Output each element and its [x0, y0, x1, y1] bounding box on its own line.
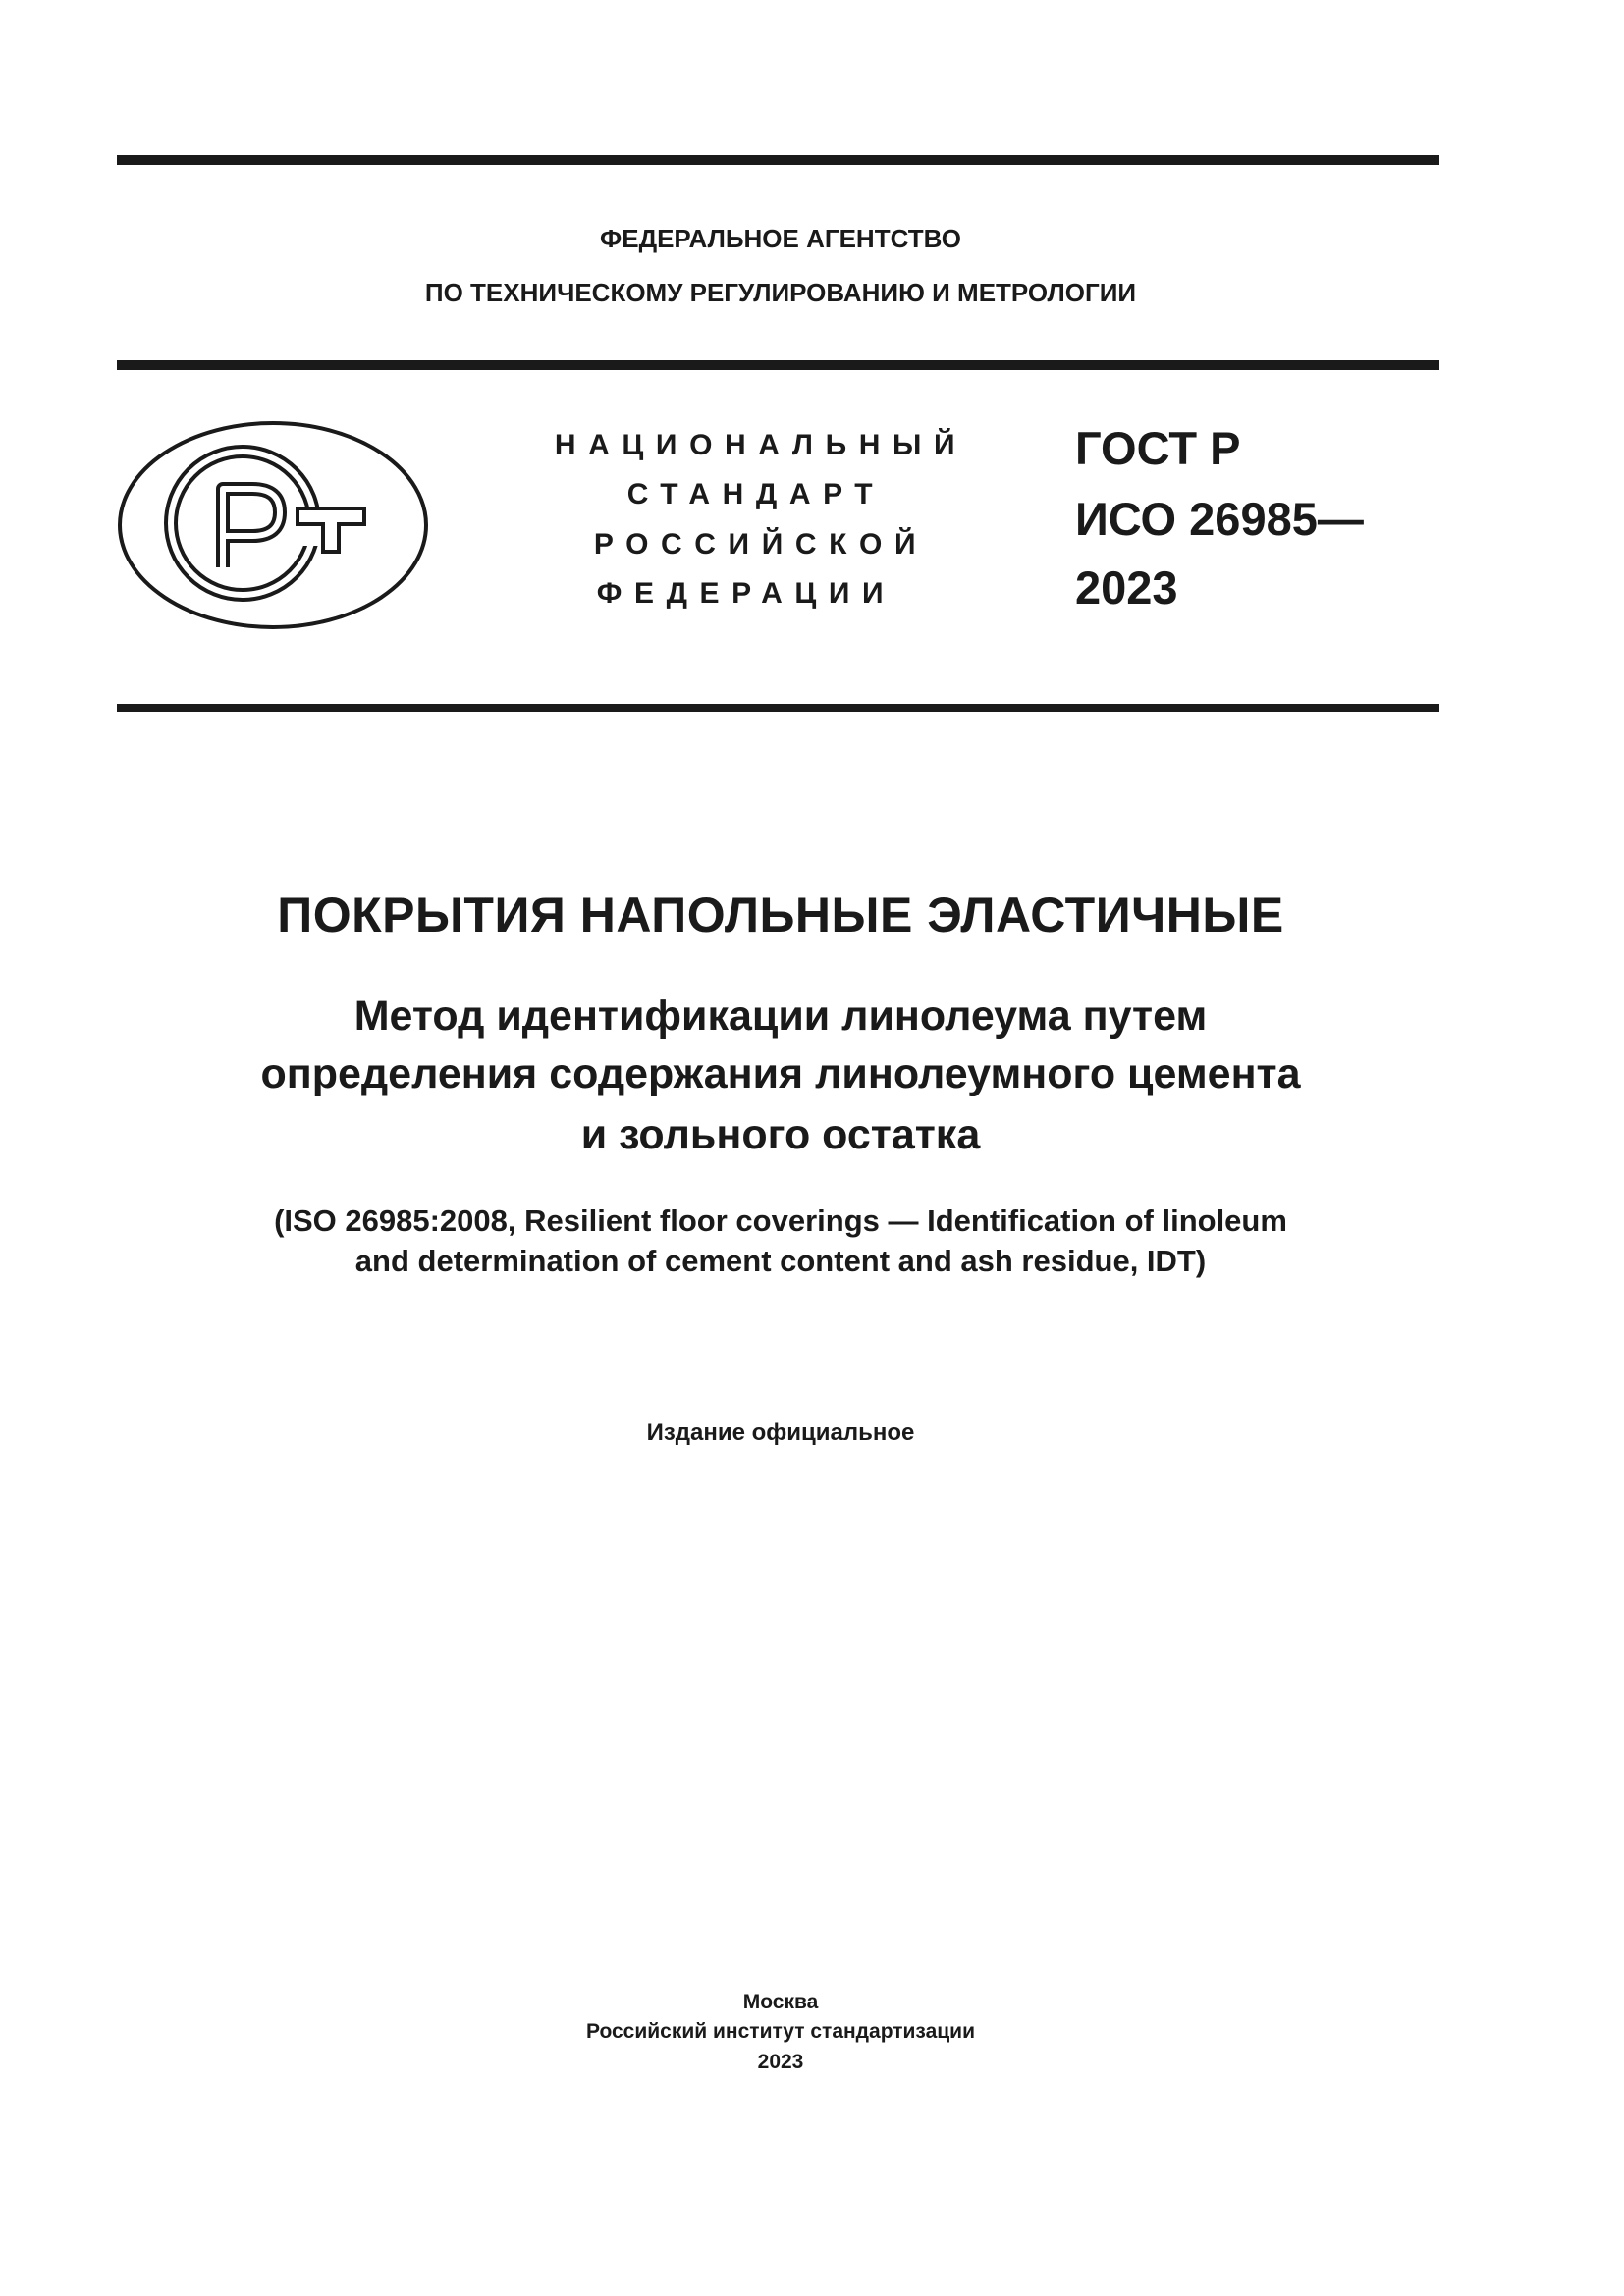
subtitle-line-1: Метод идентификации линолеума путем	[353, 992, 1208, 1040]
rst-logo-icon	[117, 420, 429, 630]
header-bottom-rule	[117, 704, 1439, 712]
designation-line-2: ИСО 26985—	[1075, 493, 1364, 545]
standard-label-line-3: РОССИЙСКОЙ	[593, 528, 929, 561]
standard-label-line-4: ФЕДЕРАЦИИ	[596, 577, 896, 610]
imprint-publisher: Российский институт стандартизации	[585, 2020, 976, 2043]
subtitle-line-2: определения содержания линолеумного цемента	[260, 1050, 1301, 1097]
agency-name-line-2: ПО ТЕХНИЧЕСКОМУ РЕГУЛИРОВАНИЮ И МЕТРОЛОГИИ	[424, 278, 1137, 307]
top-rule	[117, 155, 1439, 165]
imprint-city: Москва	[742, 1991, 819, 2013]
edition-label: Издание официальное	[646, 1419, 915, 1446]
header-rule	[117, 360, 1439, 370]
standard-label-line-2: СТАНДАРТ	[626, 478, 886, 510]
subtitle-line-3: и зольного остатка	[580, 1111, 981, 1158]
iso-reference-line-1: (ISO 26985:2008, Resilient floor coverings — Identification of linoleum	[274, 1203, 1287, 1238]
document-title: ПОКРЫТИЯ НАПОЛЬНЫЕ ЭЛАСТИЧНЫЕ	[277, 887, 1284, 942]
iso-reference-line-2: and determination of cement content and ash residue, IDT)	[354, 1244, 1207, 1278]
designation-line-1: ГОСТ Р	[1075, 422, 1241, 474]
designation-year: 2023	[1075, 561, 1178, 614]
standard-label-line-1: НАЦИОНАЛЬНЫЙ	[554, 429, 968, 461]
imprint-year: 2023	[757, 2051, 804, 2073]
agency-name-line-1: ФЕДЕРАЛЬНОЕ АГЕНТСТВО	[600, 224, 961, 253]
